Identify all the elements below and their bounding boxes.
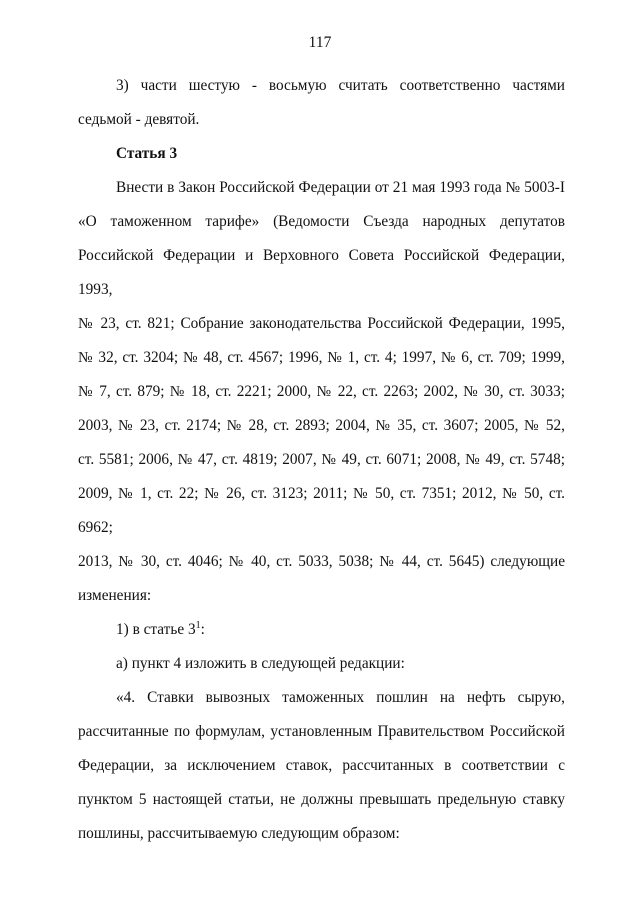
article-intro-line-11: изменения:: [78, 587, 152, 604]
article-intro-line-3: Российской Федерации и Верховного Совета Российской Федерации, 1993,: [78, 247, 565, 298]
article-intro-line-9: 2009, № 1, ст. 22; № 26, ст. 3123; 2011; № 50, ст. 7351; 2012, № 50, ст. 6962;: [78, 485, 565, 536]
article-intro-line-10: 2013, № 30, ст. 4046; № 40, ст. 5033, 5038; № 44, ст. 5645) следующие: [78, 553, 565, 570]
quote-line-1: «4. Ставки вывозных таможенных пошлин на нефть сырую,: [116, 689, 565, 706]
article-heading: Статья 3: [116, 145, 178, 162]
article-intro-line-6: № 7, ст. 879; № 18, ст. 2221; 2000, № 22, ст. 2263; 2002, № 30, ст. 3033;: [78, 383, 565, 400]
subitem-a: а) пункт 4 изложить в следующей редакции:: [116, 655, 405, 672]
document-body: [78, 69, 565, 851]
quote-line-5: пошлины, рассчитываемую следующим образом:: [78, 825, 400, 842]
article-intro-line-8: ст. 5581; 2006, № 47, ст. 4819; 2007, № 49, ст. 6071; 2008, № 49, ст. 5748;: [78, 451, 565, 468]
page-number: 117: [308, 34, 332, 51]
article-intro-line-5: № 32, ст. 3204; № 48, ст. 4567; 1996, № 1, ст. 4; 1997, № 6, ст. 709; 1999,: [78, 349, 565, 366]
subitem-1-suffix: :: [200, 621, 205, 638]
quote-line-2: рассчитанные по формулам, установленным Правительством Российской: [78, 723, 565, 740]
subitem-1-prefix: 1) в статье 3: [116, 621, 196, 638]
article-intro-line-7: 2003, № 23, ст. 2174; № 28, ст. 2893; 2004, № 35, ст. 3607; 2005, № 52,: [78, 417, 565, 434]
article-intro-line-1: Внести в Закон Российской Федерации от 21 мая 1993 года № 5003-I: [116, 179, 565, 196]
subitem-1: [78, 613, 565, 647]
article-intro-line-4: № 23, ст. 821; Собрание законодательства Российской Федерации, 1995,: [78, 315, 565, 332]
paragraph-item-3-line-2: седьмой - девятой.: [78, 111, 200, 128]
article-intro-line-2: «О таможенном тарифе» (Ведомости Съезда народных депутатов: [78, 213, 565, 230]
subitem-1-superscript: 1: [195, 620, 201, 631]
quote-line-4: пунктом 5 настоящей статьи, не должны превышать предельную ставку: [78, 791, 565, 808]
paragraph-item-3-line-1: 3) части шестую - восьмую считать соответственно частями: [116, 77, 565, 94]
quote-line-3: Федерации, за исключением ставок, рассчитанных в соответствии с: [78, 757, 565, 774]
